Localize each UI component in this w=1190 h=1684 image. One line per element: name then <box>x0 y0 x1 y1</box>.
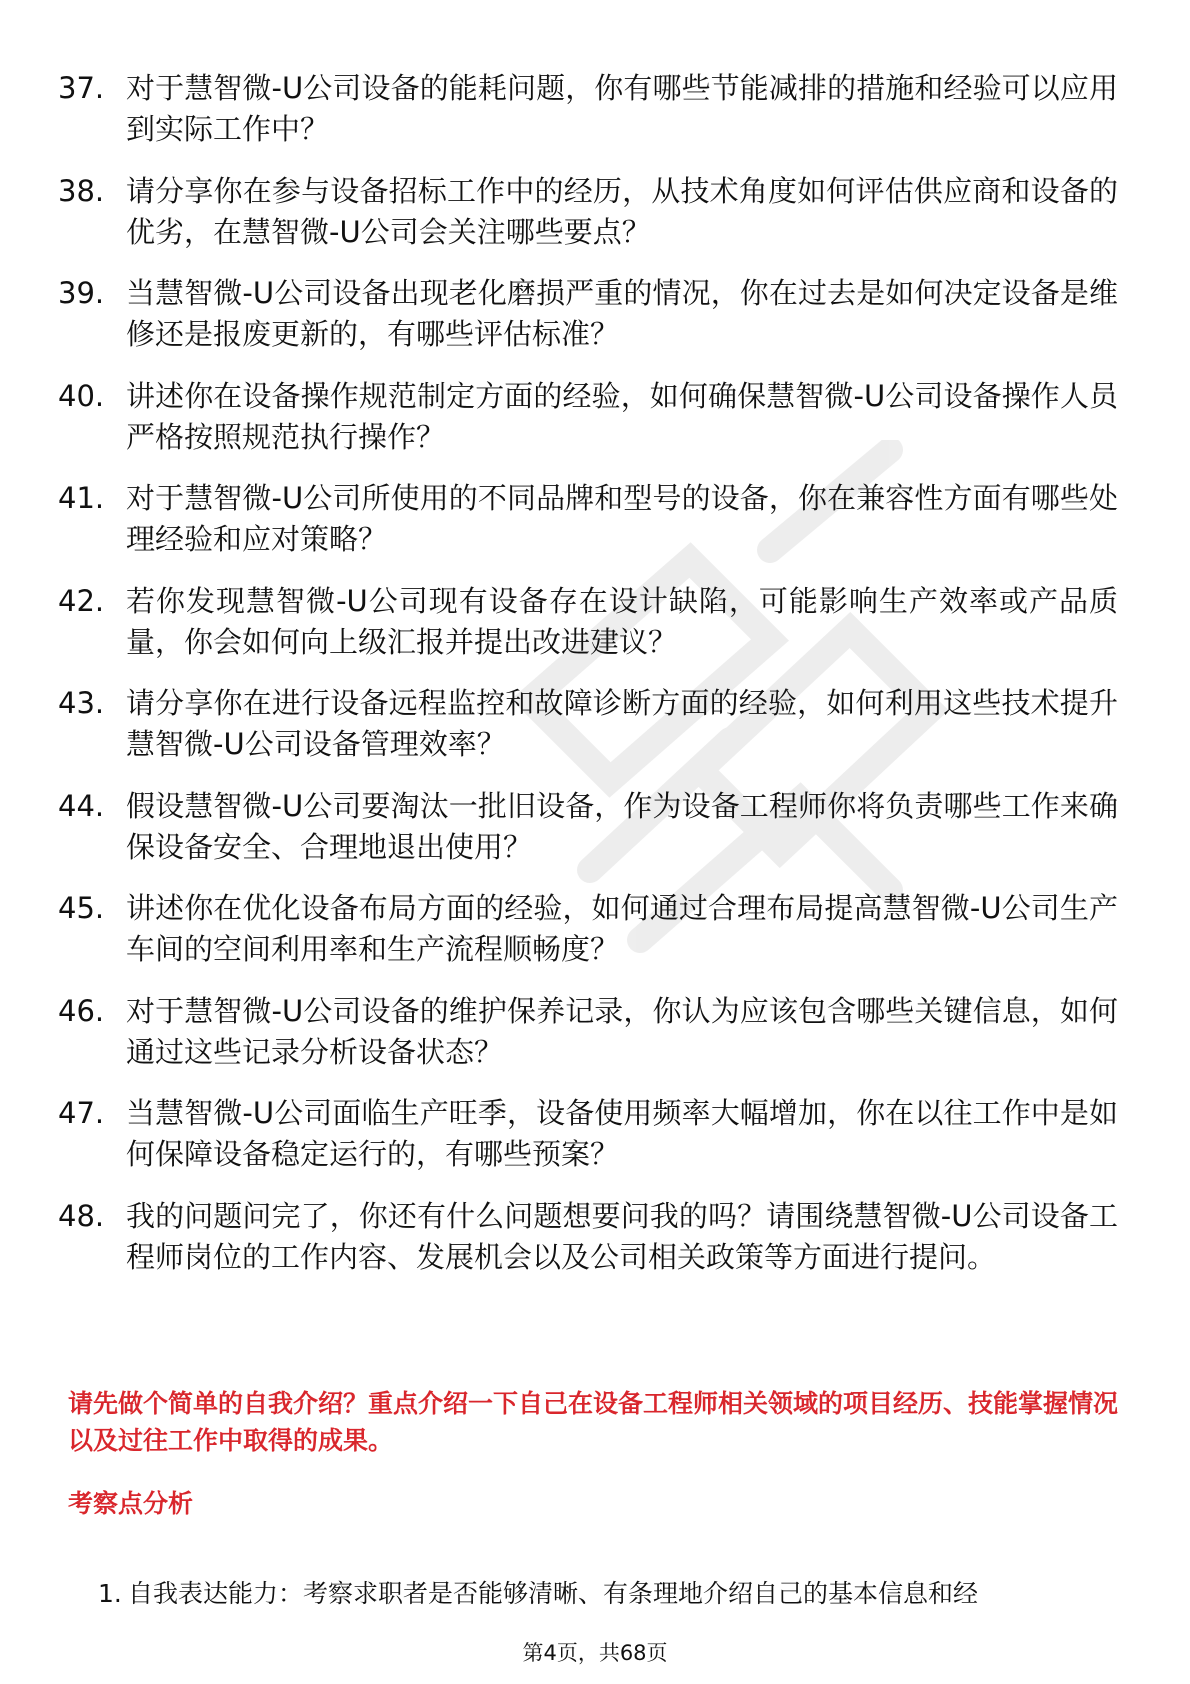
question-list <box>58 68 1118 1298</box>
question-number: 37. <box>58 71 105 105</box>
analysis-number: 1. <box>98 1579 122 1608</box>
question-item <box>58 888 1118 970</box>
question-number: 48. <box>58 1198 105 1233</box>
question-number: 38. <box>58 173 105 208</box>
question-item <box>58 991 1118 1073</box>
question-text: 请分享你在参与设备招标工作中的经历，从技术角度如何评估供应商和设备的优劣，在慧智微-U公司会关注哪些要点？ <box>126 173 1118 249</box>
analysis-text: 自我表达能力：考察求职者是否能够清晰、有条理地介绍自己的基本信息和经 <box>128 1579 979 1608</box>
page-footer: 第4页，共68页 <box>522 1641 668 1665</box>
question-number: 40. <box>58 378 105 413</box>
question-item <box>58 1196 1118 1278</box>
question-item <box>58 273 1118 355</box>
question-text: 若你发现慧智微-U公司现有设备存在设计缺陷，可能影响生产效率或产品质量，你会如何向上级汇报并提出改进建议？ <box>126 583 1118 659</box>
question-item <box>58 478 1118 560</box>
question-number: 42. <box>58 583 105 618</box>
question-item <box>58 786 1118 868</box>
question-number: 39. <box>58 276 105 310</box>
question-text: 讲述你在优化设备布局方面的经验，如何通过合理布局提高慧智微-U公司生产车间的空间利用率和生产流程顺畅度？ <box>126 891 1118 966</box>
question-text: 当慧智微-U公司设备出现老化磨损严重的情况，你在过去是如何决定设备是维修还是报废更新的，有哪些评估标准？ <box>126 276 1118 351</box>
question-text: 对于慧智微-U公司设备的维护保养记录，你认为应该包含哪些关键信息，如何通过这些记录分析设备状态？ <box>126 993 1118 1069</box>
question-item <box>58 581 1118 663</box>
question-text: 对于慧智微-U公司所使用的不同品牌和型号的设备，你在兼容性方面有哪些处理经验和应对策略？ <box>126 481 1118 556</box>
question-text: 对于慧智微-U公司设备的能耗问题，你有哪些节能减排的措施和经验可以应用到实际工作中？ <box>126 71 1118 146</box>
question-item <box>58 68 1118 150</box>
question-number: 46. <box>58 993 105 1028</box>
analysis-item <box>98 1577 1138 1611</box>
section-title: 考察点分析 <box>68 1489 194 1518</box>
question-text: 假设慧智微-U公司要淘汰一批旧设备，作为设备工程师你将负责哪些工作来确保设备安全、合理地退出使用？ <box>126 788 1118 864</box>
question-text: 我的问题问完了，你还有什么问题想要问我的吗？请围绕慧智微-U公司设备工程师岗位的工作内容、发展机会以及公司相关政策等方面进行提问。 <box>126 1198 1118 1274</box>
question-number: 45. <box>58 891 105 925</box>
question-number: 47. <box>58 1096 105 1130</box>
question-number: 41. <box>58 481 105 515</box>
question-text: 讲述你在设备操作规范制定方面的经验，如何确保慧智微-U公司设备操作人员严格按照规范执行操作？ <box>126 378 1118 454</box>
question-item <box>58 1093 1118 1175</box>
question-text: 当慧智微-U公司面临生产旺季，设备使用频率大幅增加，你在以往工作中是如何保障设备稳定运行的，有哪些预案？ <box>126 1096 1118 1171</box>
question-number: 43. <box>58 686 105 720</box>
question-text: 请分享你在进行设备远程监控和故障诊断方面的经验，如何利用这些技术提升慧智微-U公司设备管理效率？ <box>126 686 1118 761</box>
question-number: 44. <box>58 788 105 823</box>
question-item <box>58 171 1118 253</box>
highlight-question: 请先做个简单的自我介绍？重点介绍一下自己在设备工程师相关领域的项目经历、技能掌握情况以及过往工作中取得的成果。 <box>68 1389 1119 1455</box>
question-item <box>58 683 1118 765</box>
question-item <box>58 376 1118 458</box>
